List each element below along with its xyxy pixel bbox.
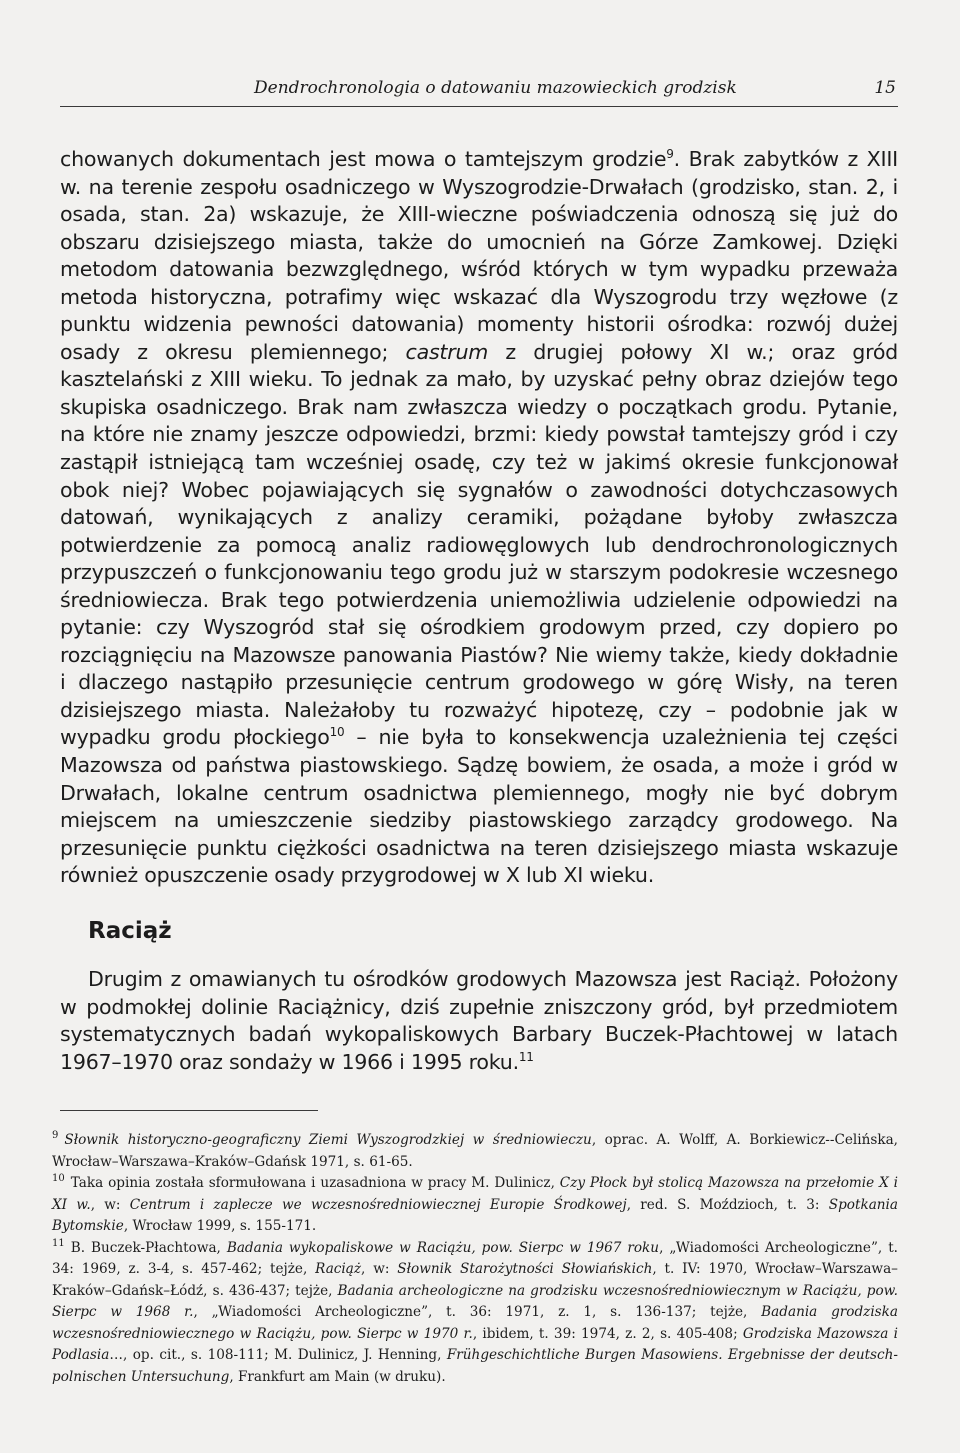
text-run: Drugim z omawianych tu ośrodków grodowych Mazowsza jest Raciąż. Położony w podmokłej dolinie Raciążnicy, dziś zupełnie zniszczony gród, był przedmiotem systematycznych badań wykopaliskowych Barbary Buczek-Płachtowej w latach 1967–1970 oraz sondaży w 1966 i 1995 roku. (60, 967, 898, 1074)
footnote-italic: Badania wykopaliskowe w Raciążu, pow. Sierpc w 1967 roku (226, 1239, 660, 1256)
footnote-text: , „Wiadomości Archeologiczne”, t. 36: 1971, z. 1, s. 136-137; tejże, (193, 1304, 762, 1320)
footnote-italic: Raciąż (315, 1261, 362, 1277)
footnote-text: …, op. cit., s. 108-111; M. Dulinicz, J. Henning, (109, 1347, 447, 1363)
paragraph (60, 146, 898, 890)
footnote-text: , red. S. Moździoch, t. 3: (626, 1196, 829, 1213)
footnote-10 (52, 1173, 898, 1238)
footnote-divider (60, 1110, 318, 1111)
footnotes (52, 1130, 898, 1388)
footnote-ref: 9 (666, 147, 674, 162)
text-run: chowanych dokumentach jest mowa o tamtejszym grodzie (60, 147, 667, 171)
footnote-text: , w: (361, 1261, 398, 1277)
main-text (60, 146, 898, 890)
running-header (60, 72, 898, 107)
footnote-text: , ibidem, t. 39: 1974, z. 2, s. 405-408; (472, 1325, 743, 1342)
footnote-text: B. Buczek-Płachtowa, (70, 1239, 227, 1256)
footnote-text: , Wrocław 1999, s. 155-171. (123, 1218, 317, 1234)
italic-term: castrum (405, 339, 489, 364)
footnote-number: 10 (52, 1173, 65, 1185)
footnote-italic: Słownik historyczno-geograficzny Ziemi Wyszogrodzkiej w średniowieczu (64, 1132, 592, 1148)
footnote-italic: Czy Płock był stolicą Mazowsza na przełomie X i XI w. (52, 1175, 898, 1213)
section-paragraph (60, 966, 898, 1076)
footnote-text: , Frankfurt am Main (w druku). (229, 1368, 446, 1385)
footnote-italic: Badania grodziska wczesnośredniowiecznego w Raciążu, pow. Sierpc w 1970 r. (52, 1304, 898, 1342)
footnote-ref: 10 (329, 725, 345, 740)
running-title: Dendrochronologia o datowaniu mazowieckich grodzisk (254, 78, 737, 98)
footnote-ref: 11 (518, 1049, 534, 1064)
footnote-italic: Grodziska Mazowsza i Podlasia (52, 1325, 898, 1363)
page-number: 15 (874, 78, 896, 98)
footnote-text: , w: (90, 1196, 130, 1213)
footnote-text: Taka opinia została sformułowana i uzasadniona w pracy M. Dulinicz, (70, 1175, 560, 1191)
footnote-9 (52, 1130, 898, 1173)
footnote-text: , „Wiadomości Archeologiczne”, t. 34: 1969, z. 3-4, s. 457-462; tejże, (52, 1239, 898, 1277)
text-run: z drugiej połowy XI w.; oraz gród kasztelański z XIII wieku. To jednak za mało, by uzyskać pełny obraz dziejów tego skupiska osadniczego. Brak nam zwłaszcza wiedzy o początkach grodu. Pytanie, na które nie znamy jeszcze odpowiedzi, brzmi: kiedy powstał tamtejszy gród i czy zastąpił istniejącą tam wcześniej osadę, czy też w jakimś okresie funkcjonował obok niej? Wobec pojawiających się sygnałów o zawodności dotychczasowych datowań, wynikających z analizy ceramiki, pożądane byłoby zwłaszcza potwierdzenie za pomocą analiz radiowęglowych lub dendrochronologicznych przypuszczeń o funkcjonowaniu tego grodu już w starszym podokresie wczesnego średniowiecza. Brak tego potwierdzenia uniemożliwia udzielenie odpowiedzi na pytanie: czy Wyszogród stał się ośrodkiem grodowym przed, czy dopiero po rozciągnięciu na Mazowsze panowania Piastów? Nie wiemy także, kiedy dokładnie i dlaczego nastąpiło przesunięcie centrum grodowego w górę Wisły, na teren dzisiejszego miasta. Należałoby tu rozważyć hipotezę, czy – podobnie jak w wypadku grodu płockiego (60, 339, 899, 750)
text-run: . Brak zabytków z XIII w. na terenie zespołu osadniczego w Wyszogrodzie-Drwałach (grodzisko, stan. 2, i osada, stan. 2a) wskazuje, że XIII-wieczne poświadczenia odnoszą się już do obszaru dzisiejszego miasta, także do umocnień na Górze Zamkowej. Dzięki metodom datowania bezwzględnego, wśród których w tym wypadku przeważa metoda historyczna, potrafimy więc wskazać dla Wyszogrodu trzy węzłowe (z punktu widzenia pewności datowania) momenty historii ośrodka: rozwój dużej osady z okresu plemiennego; (60, 147, 898, 364)
footnote-italic: Badania archeologiczne na grodzisku wczesnośredniowiecznym w Raciążu, pow. Sierpc w 1968 r. (52, 1282, 898, 1320)
footnote-text: , t. IV: 1970, Wrocław–Warszawa–Kraków–Gdańsk–Łódź, s. 436-437; tejże, (52, 1261, 898, 1299)
footnote-number: 9 (52, 1130, 59, 1142)
footnote-number: 11 (52, 1237, 65, 1249)
footnote-11 (52, 1238, 898, 1389)
section-heading: Raciąż (88, 918, 172, 944)
footnote-italic: Słownik Starożytności Słowiańskich (397, 1261, 653, 1277)
text-run: – nie była to konsekwencja uzależnienia tej części Mazowsza od państwa piastowskiego. Sądzę bowiem, że osada, a może i gród w Drwałach, lokalne centrum osadnictwa plemiennego, mogły nie być dobrym miejscem na umieszczenie siedziby piastowskiego zarządcy grodowego. Na przesunięcie punktu ciężkości osadnictwa na teren dzisiejszego miasta wskazuje również opuszczenie osady przygrodowej w X lub XI wieku. (60, 725, 898, 888)
footnote-text: , oprac. A. Wolff, A. Borkiewicz--Celińska, Wrocław–Warszawa–Kraków–Gdańsk 1971, s. 61-65. (52, 1132, 898, 1170)
footnote-italic: Centrum i zaplecze we wczesnośredniowiecznej Europie Środkowej (129, 1196, 627, 1213)
footnote-italic: Frühgeschichtliche Burgen Masowiens. Ergebnisse der deutsch-polnischen Untersuchung (52, 1347, 898, 1385)
footnote-italic: Spotkania Bytomskie (52, 1196, 899, 1234)
